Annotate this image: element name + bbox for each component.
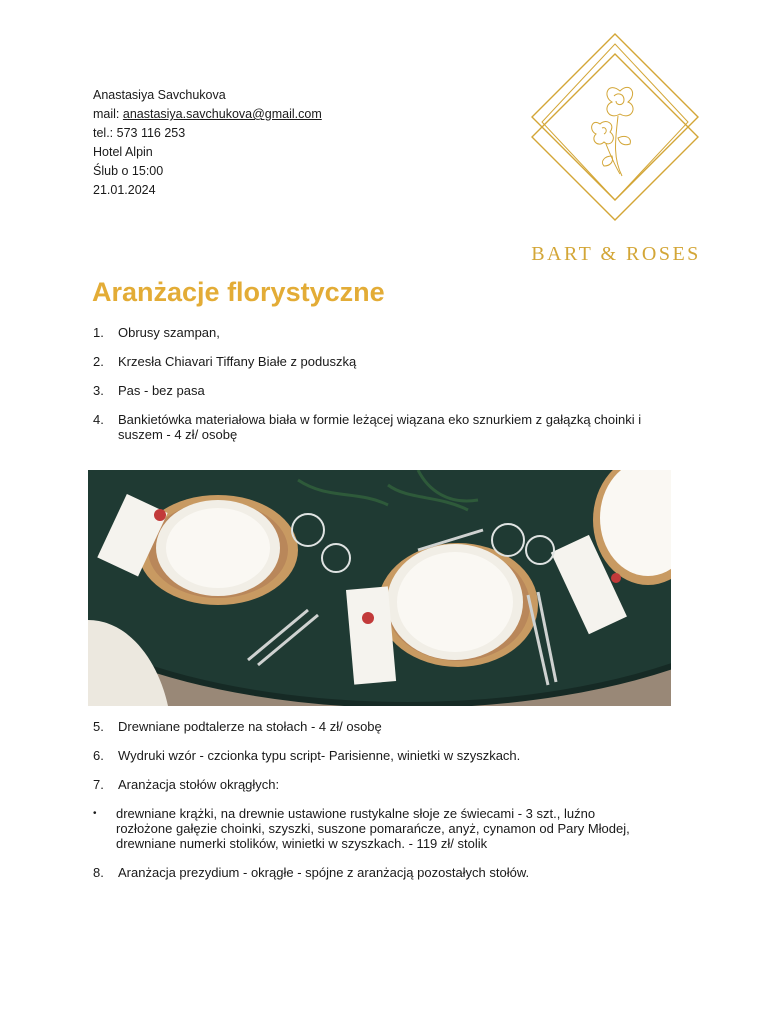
item-text: Drewniane podtalerze na stołach - 4 zł/ osobę xyxy=(118,719,382,734)
item-text: Wydruki wzór - czcionka typu script- Parisienne, winietki w szyszkach. xyxy=(118,748,521,763)
item-number: 4. xyxy=(93,412,104,427)
brand-logo xyxy=(500,26,732,272)
item-number: 5. xyxy=(93,719,104,734)
item-text: Pas - bez pasa xyxy=(118,383,205,398)
item-text: Aranżacja stołów okrągłych: xyxy=(118,777,280,792)
event-date: 21.01.2024 xyxy=(93,183,156,197)
table-setting-photo xyxy=(88,470,671,706)
list-item xyxy=(93,412,693,442)
bullet-icon: • xyxy=(93,808,97,819)
client-phone: tel.: 573 116 253 xyxy=(93,126,186,140)
list-item xyxy=(93,777,693,792)
item-text: Obrusy szampan, xyxy=(118,325,220,340)
mail-label: mail: xyxy=(93,107,123,121)
list-item xyxy=(93,806,693,851)
ceremony-time: Ślub o 15:00 xyxy=(93,164,164,178)
mail-link[interactable]: anastasiya.savchukova@gmail.com xyxy=(122,107,322,121)
item-number: 3. xyxy=(93,383,104,398)
list-item xyxy=(93,748,693,763)
item-text: drewniane krążki, na drewnie ustawione rustykalne słoje ze świecami - 3 szt., luźno rozłożone gałęzie choinki, szyszki, suszone pomarańcze, anyż, cynamon od Pary Młodej, drewniane numerki stolików, winietki w szyszkach. - 119 zł/ stolik xyxy=(116,806,630,851)
list-item xyxy=(93,865,693,880)
item-text: Krzesła Chiavari Tiffany Białe z poduszką xyxy=(118,354,357,369)
list-item xyxy=(93,383,693,398)
brand-name: BART & ROSES xyxy=(531,243,701,265)
list-item xyxy=(93,325,693,340)
item-number: 7. xyxy=(93,777,104,792)
page-title: Aranżacje florystyczne xyxy=(92,277,385,307)
items-list-bottom xyxy=(93,719,693,880)
table-setting-photo-icon xyxy=(88,470,671,706)
client-details xyxy=(93,86,322,200)
item-number: 6. xyxy=(93,748,104,763)
client-name: Anastasiya Savchukova xyxy=(93,88,226,102)
list-item xyxy=(93,719,693,734)
venue: Hotel Alpin xyxy=(93,145,153,159)
list-item xyxy=(93,354,693,369)
item-number: 1. xyxy=(93,325,104,340)
item-text: Bankietówka materiałowa biała w formie leżącej wiązana eko sznurkiem z gałązką choinki i suszem - 4 zł/ osobę xyxy=(118,412,642,442)
rose-in-diamonds-logo-icon xyxy=(500,26,732,236)
client-mail xyxy=(93,105,322,124)
item-number: 8. xyxy=(93,865,104,880)
items-list-top xyxy=(93,325,693,442)
item-text: Aranżacja prezydium - okrągłe - spójne z aranżacją pozostałych stołów. xyxy=(118,865,530,880)
item-number: 2. xyxy=(93,354,104,369)
